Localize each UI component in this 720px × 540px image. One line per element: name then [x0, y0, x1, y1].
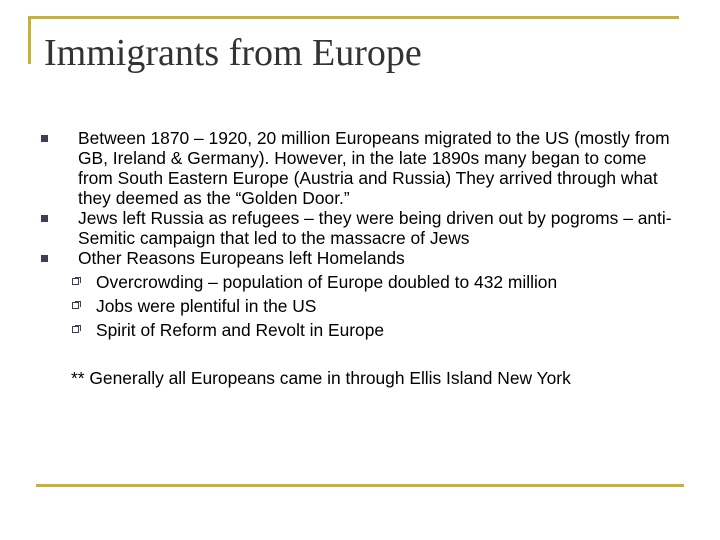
bullet-text: Jews left Russia as refugees – they were being driven out by pogroms – anti-Semitic campaign that led to the massacre of Jews — [78, 208, 672, 248]
sub-bullet-item — [0, 320, 720, 340]
bullet-text: Between 1870 – 1920, 20 million Europeans migrated to the US (mostly from GB, Ireland & Germany). However, in the late 1890s many began to come from South Eastern Europe (Austria and Russia) They arrived through what they deemed as the “Golden Door.” — [78, 128, 670, 208]
checkbox-bullet-icon — [72, 302, 79, 309]
square-bullet-icon — [41, 215, 48, 222]
sub-bullet-item — [0, 296, 720, 316]
square-bullet-icon — [41, 255, 48, 262]
checkbox-bullet-icon — [72, 326, 79, 333]
sub-bullet-item — [0, 272, 720, 292]
bottom-border-line — [36, 484, 684, 487]
slide-title: Immigrants from Europe — [44, 32, 422, 74]
slide-body — [0, 128, 720, 388]
sub-bullet-text: Overcrowding – population of Europe doubled to 432 million — [96, 272, 558, 292]
square-bullet-icon — [41, 135, 48, 142]
bullet-text: Other Reasons Europeans left Homelands — [78, 248, 405, 268]
bullet-item — [0, 128, 678, 208]
bullet-item — [0, 208, 678, 248]
sub-bullet-text: Jobs were plentiful in the US — [96, 296, 317, 316]
bullet-item — [0, 248, 678, 268]
sub-bullet-text: Spirit of Reform and Revolt in Europe — [96, 320, 385, 340]
left-border-line — [28, 16, 31, 64]
footnote-text: ** Generally all Europeans came in through Ellis Island New York — [71, 368, 571, 388]
checkbox-bullet-icon — [72, 278, 79, 285]
top-border-line — [28, 16, 679, 19]
